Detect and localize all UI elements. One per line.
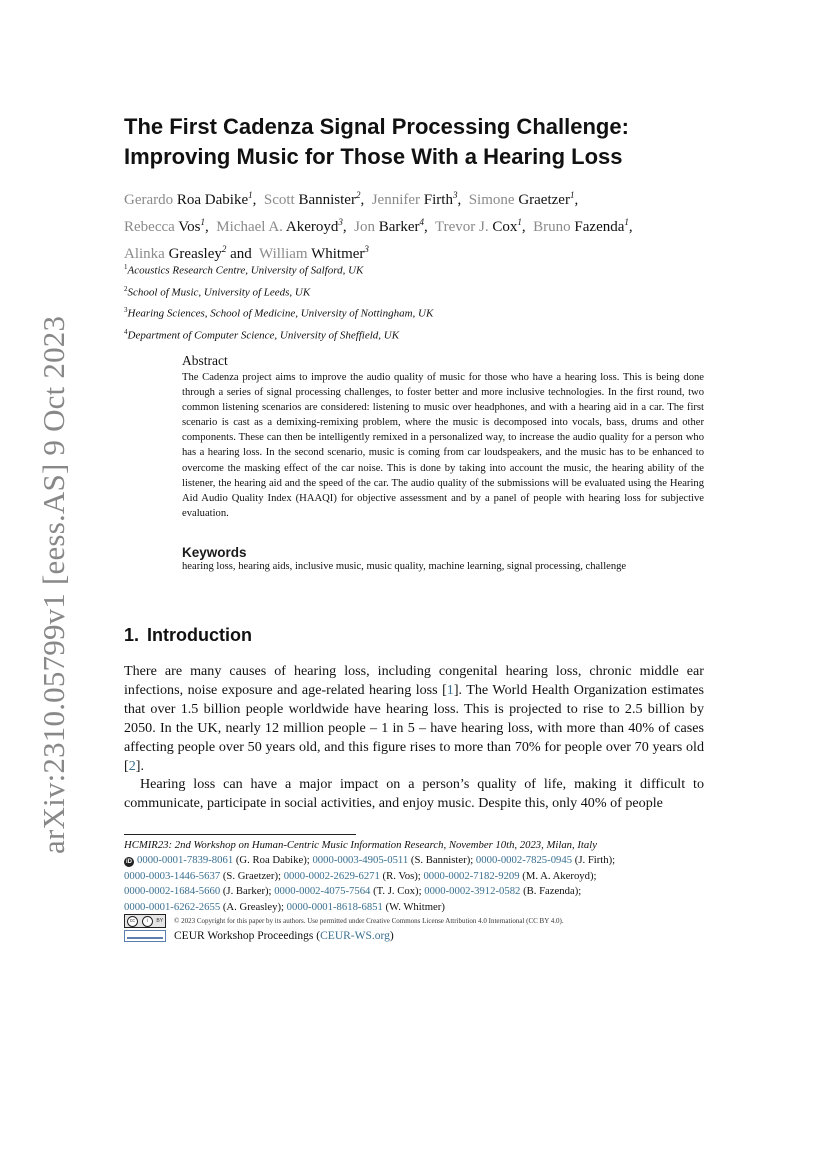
section-heading — [124, 625, 252, 646]
affiliation: $^2$School of Music, University of Leeds, UK — [124, 284, 311, 299]
footnote-rule — [124, 834, 356, 835]
paragraph: Hearing loss can have a major impact on a person’s quality of life, making it difficult to communicate, participate in social activities, and enjoy music. Despite this, only 40% of people — [124, 776, 704, 812]
paper-title — [124, 112, 724, 172]
citation-link[interactable]: 2 — [128, 757, 136, 774]
arxiv-identifier: arXiv:2310.05799v1 [eess.AS] 9 Oct 2023 — [36, 315, 71, 854]
body-text — [124, 662, 704, 813]
author: Alinka Greasley$^2$ — [124, 244, 227, 262]
orcid-link[interactable]: 0000-0002-2629-6271 — [283, 869, 380, 882]
orcid-link[interactable]: 0000-0002-7182-9209 — [423, 869, 520, 882]
title-line-1: The First Cadenza Signal Processing Challenge: — [124, 114, 629, 139]
author: Jennifer Firth$^3$ — [371, 190, 458, 208]
author: Simone Graetzer$^1$ — [468, 190, 575, 208]
keywords-text: hearing loss, hearing aids, inclusive music, music quality, machine learning, signal processing, challenge — [182, 561, 627, 572]
footnotes — [124, 838, 724, 915]
orcid-icon: iD — [126, 859, 132, 866]
orcid-link[interactable]: 0000-0002-7825-0945 — [475, 854, 573, 867]
paragraph: There are many causes of hearing loss, including congenital hearing loss, chronic middle ear infections, noise exposure and age-related hearing loss [1]. The World Health Organization estimates that over 1.5 billion people worldwide have hearing loss. This is projected to rise to 2.5 billion by 2050. In the UK, nearly 12 million people – 1 in 5 – have hearing loss, with more than 40% of cases affecting people over 50 years old, and this figure rises to more than 70% for people over 70 years old [2]. — [124, 663, 704, 774]
orcid-link[interactable]: 0000-0003-1446-5637 — [124, 869, 221, 882]
orcid-link[interactable]: 0000-0002-1684-5660 — [124, 885, 221, 898]
affiliation: $^1$Acoustics Research Centre, University of Salford, UK — [124, 263, 364, 277]
section-title: Introduction — [147, 625, 252, 645]
ceur-logo-icon — [124, 930, 166, 942]
orcid-link[interactable]: 0000-0001-6262-2655 — [124, 900, 221, 913]
and-word: and — [230, 246, 252, 262]
cc-by-icon: cc i BY — [124, 914, 166, 928]
abstract-heading: Abstract — [182, 353, 228, 368]
conference-note: HCMIR23: 2nd Workshop on Human-Centric Music Information Research, November 10th, 2023, Milan, Italy — [124, 839, 597, 851]
orcid-link[interactable]: 0000-0001-7839-8061 — [137, 854, 234, 867]
citation-link[interactable]: 1 — [446, 681, 454, 698]
author-list: Gerardo Roa Dabike$^1$, Scott Bannister$^2$, Jennifer Firth$^3$, Simone Graetzer$^1$, Rebecca Vos$^1$, Michael A. Akeroyd$^3$, Jon Barker$^4$, Trevor J. Cox$^1$, Bruno Fazenda$^1$, Alinka Greasley$^2$ and William Whitmer$^3$ — [124, 190, 633, 262]
title-line-2: Improving Music for Those With a Hearing Loss — [124, 144, 623, 169]
orcid-link[interactable]: 0000-0002-3912-0582 — [424, 885, 521, 898]
author: Gerardo Roa Dabike$^1$ — [124, 190, 253, 208]
license-note — [124, 914, 564, 928]
license-text: © 2023 Copyright for this paper by its authors. Use permitted under Creative Commons License Attribution 4.0 International (CC BY 4.0). — [174, 917, 564, 925]
abstract — [182, 353, 704, 521]
author: Michael A. Akeroyd$^3$ — [216, 217, 343, 235]
section-number: 1. — [124, 625, 140, 645]
orcid-link[interactable]: 0000-0002-4075-7564 — [274, 885, 371, 898]
author: Jon Barker$^4$ — [354, 217, 425, 235]
orcid-list: iD 0000-0001-7839-8061 (G. Roa Dabike); 0000-0003-4905-0511 (S. Bannister); 0000-0002-7825-0945 (J. Firth); 0000-0003-1446-5637 (S. Graetzer); 0000-0002-2629-6271 (R. Vos); 0000-0002-7182-9209 (M. A. Akeroyd); 0000-0002-1684-5660 (J. Barker); 0000-0002-4075-7564 (T. J. Cox); 0000-0002-3912-0582 (B. Fazenda); 0000-0001-6262-2655 (A. Greasley); 0000-0001-8618-6851 (W. Whitmer) — [124, 854, 616, 913]
ceur-proceedings: CEUR Workshop Proceedings ( CEUR-WS.org ) — [124, 930, 394, 942]
author: Rebecca Vos$^1$ — [124, 217, 206, 235]
author: Trevor J. Cox$^1$ — [435, 217, 522, 235]
keywords-heading: Keywords — [182, 545, 247, 560]
ceur-link[interactable]: CEUR-WS.org — [320, 930, 390, 942]
orcid-link[interactable]: 0000-0003-4905-0511 — [312, 854, 409, 867]
author: Scott Bannister$^2$ — [263, 190, 361, 208]
author: William Whitmer$^3$ — [259, 244, 369, 262]
orcid-link[interactable]: 0000-0001-8618-6851 — [286, 900, 383, 913]
affiliation: $^4$Department of Computer Science, University of Sheffield, UK — [124, 327, 400, 342]
keywords — [182, 545, 704, 572]
abstract-text: The Cadenza project aims to improve the audio quality of music for those who have a hearing loss. This is being done through a series of signal processing challenges, to foster better and more inclusive technologies. In the first round, two common listening scenarios are considered: listening to music over headphones, and with a hearing aid in a car. The first scenario is cast as a demixing-remixing problem, where the music is decomposed into vocals, bass, drums and other components. These can then be intelligently remixed in a personalized way, to increase the audio quality for a person who has a hearing loss. In the second scenario, music is coming from car loudspeakers, and the music has to be enhanced to overcome the masking effect of the car noise. This is done by taking into account the music, the hearing ability of the listener, the hearing aid and the speed of the car. The audio quality of the submissions will be evaluated using the Hearing Aid Audio Quality Index (HAAQI) for objective assessment and by a panel of people with hearing loss for subjective evaluation. — [182, 372, 704, 519]
author: Bruno Fazenda$^1$ — [533, 217, 629, 235]
affiliation: $^3$Hearing Sciences, School of Medicine, University of Nottingham, UK — [124, 306, 434, 320]
affiliation-list — [124, 258, 724, 345]
